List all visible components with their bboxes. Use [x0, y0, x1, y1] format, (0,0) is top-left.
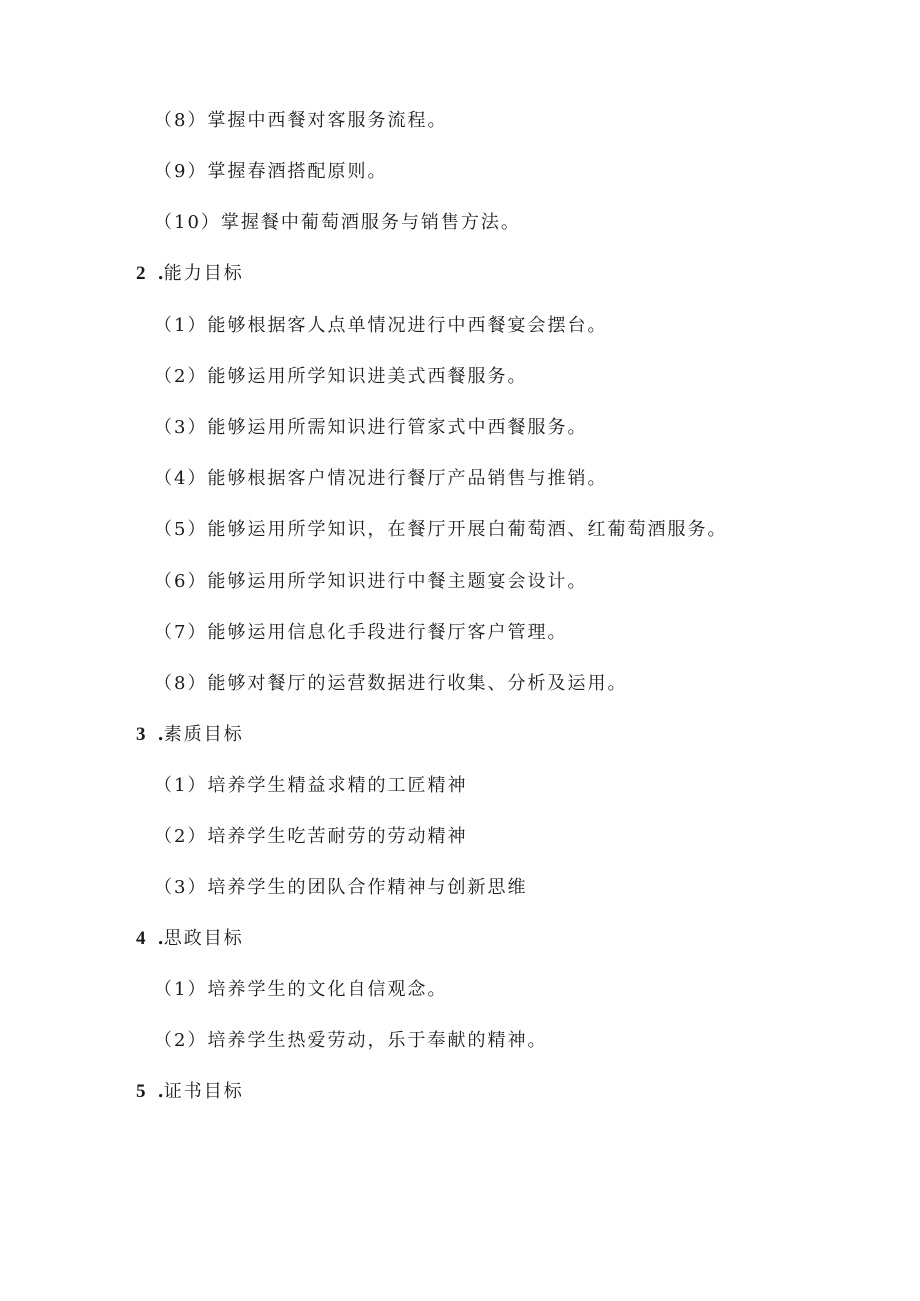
ability-item-7: （7）能够运用信息化手段进行餐厅客户管理。 — [154, 622, 568, 643]
section-title: 能力目标 — [163, 263, 244, 284]
knowledge-item-9: （9）掌握春酒搭配原则。 — [154, 161, 388, 182]
ability-item-3: （3）能够运用所需知识进行管家式中西餐服务。 — [154, 417, 588, 438]
ability-item-8: （8）能够对餐厅的运营数据进行收集、分析及运用。 — [154, 673, 628, 694]
knowledge-item-8: （8）掌握中西餐对客服务流程。 — [154, 110, 448, 131]
ability-item-1: （1）能够根据客人点单情况进行中西餐宴会摆台。 — [154, 315, 608, 336]
quality-item-1: （1）培养学生精益求精的工匠精神 — [154, 775, 468, 796]
ability-item-2: （2）能够运用所学知识进美式西餐服务。 — [154, 366, 528, 387]
section-heading-ability: 2 .能力目标 — [136, 263, 244, 284]
quality-item-3: （3）培养学生的团队合作精神与创新思维 — [154, 877, 528, 898]
ideology-item-1: （1）培养学生的文化自信观念。 — [154, 979, 448, 1000]
quality-item-2: （2）培养学生吃苦耐劳的劳动精神 — [154, 826, 468, 847]
section-number: 3 — [136, 724, 146, 745]
section-heading-ideology: 4 .思政目标 — [136, 928, 244, 949]
knowledge-item-10: （10）掌握餐中葡萄酒服务与销售方法。 — [154, 212, 521, 233]
section-number: 2 — [136, 263, 146, 284]
ability-item-4: （4）能够根据客户情况进行餐厅产品销售与推销。 — [154, 468, 608, 489]
section-heading-quality: 3 .素质目标 — [136, 724, 244, 745]
section-number: 4 — [136, 928, 146, 949]
ability-item-5: （5）能够运用所学知识，在餐厅开展白葡萄酒、红葡萄酒服务。 — [154, 519, 728, 540]
section-number: 5 — [136, 1081, 146, 1102]
ability-item-6: （6）能够运用所学知识进行中餐主题宴会设计。 — [154, 571, 588, 592]
section-heading-certificate: 5 .证书目标 — [136, 1081, 244, 1102]
section-title: 证书目标 — [163, 1081, 244, 1102]
section-title: 素质目标 — [163, 724, 244, 745]
section-title: 思政目标 — [163, 928, 244, 949]
ideology-item-2: （2）培养学生热爱劳动，乐于奉献的精神。 — [154, 1030, 548, 1051]
